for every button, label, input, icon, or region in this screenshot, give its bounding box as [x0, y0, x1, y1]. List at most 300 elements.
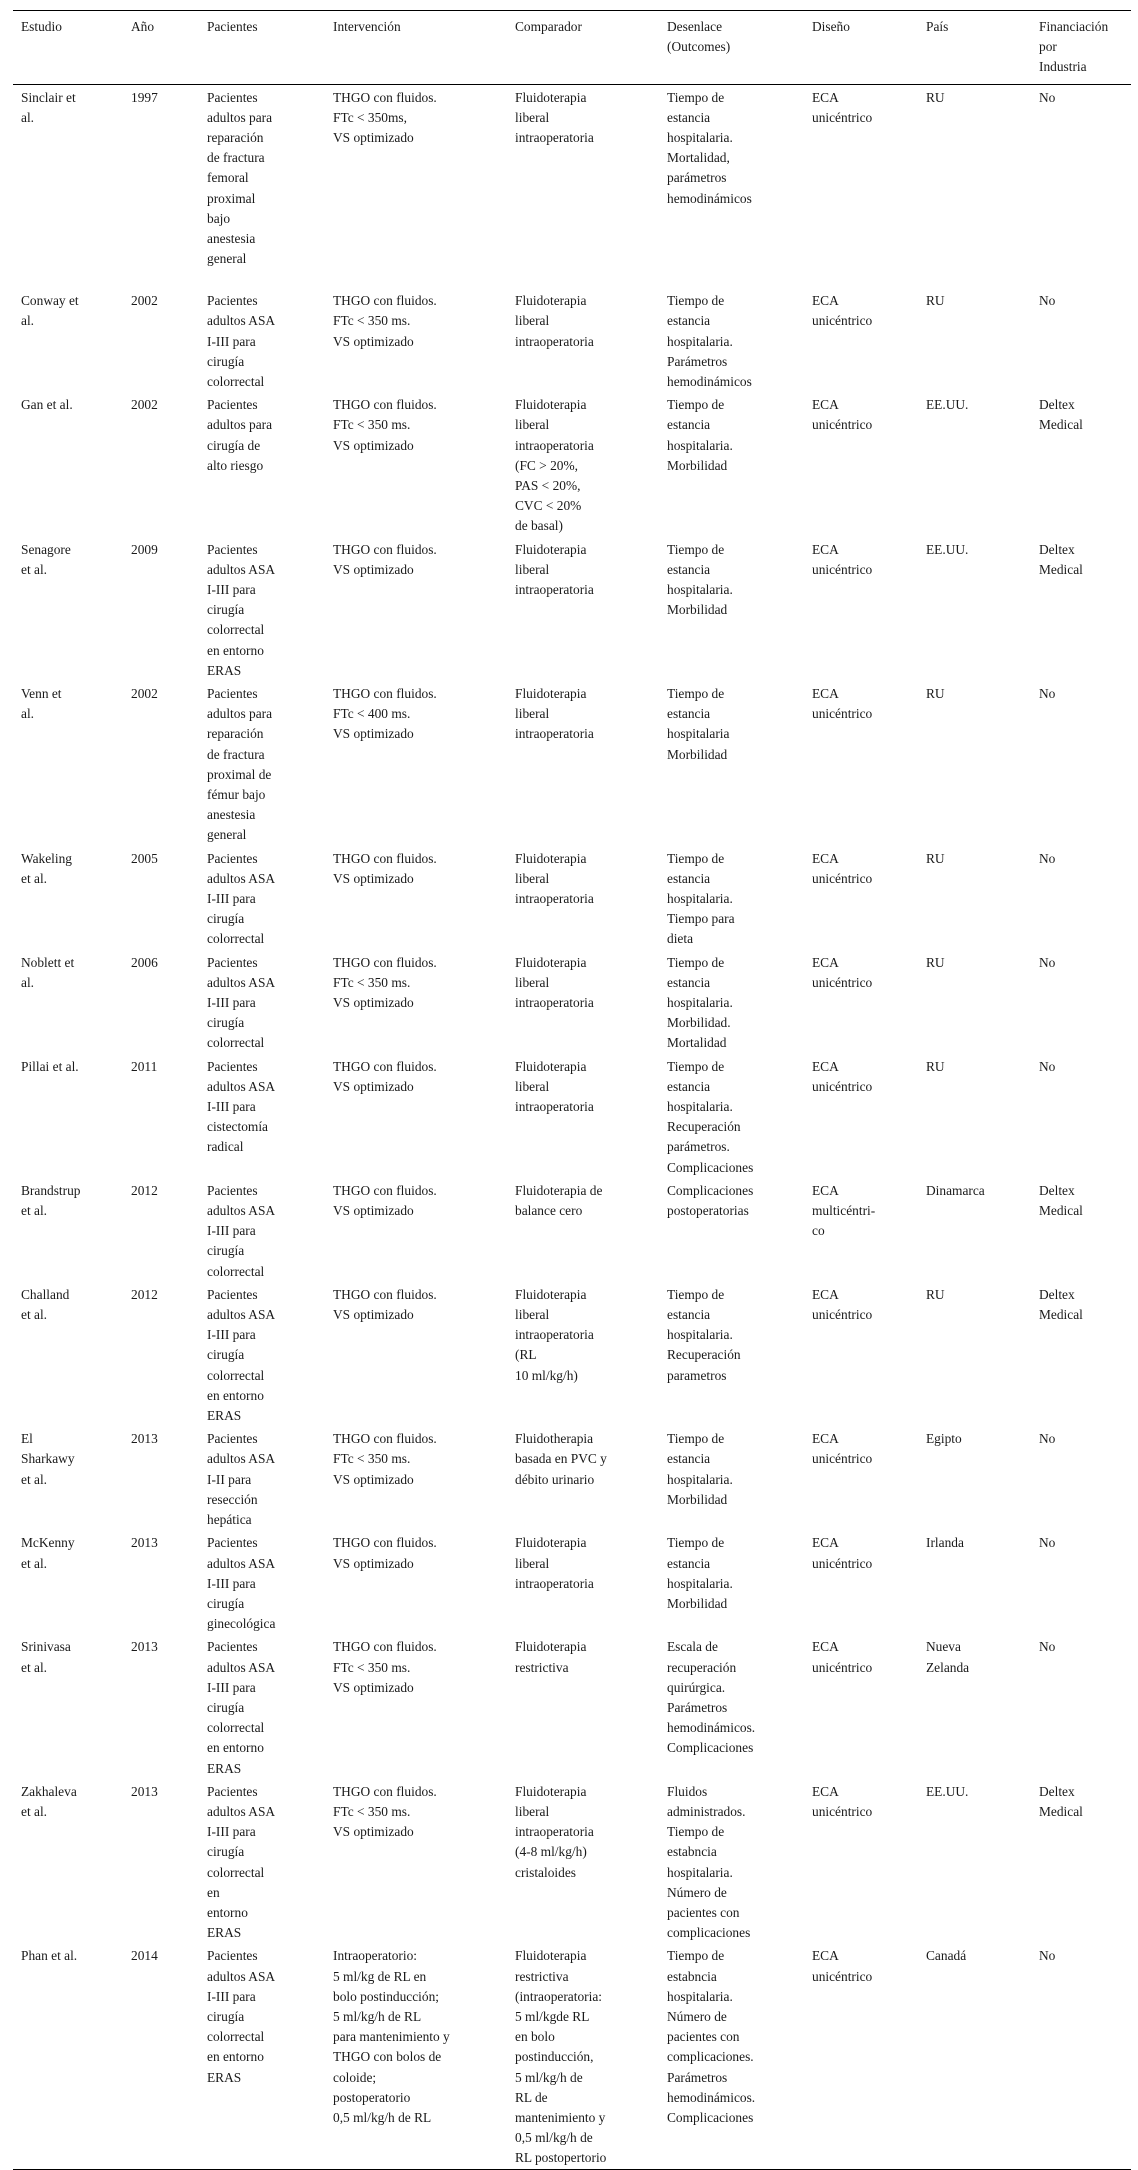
cell-ano: [123, 537, 199, 681]
cell-line: Pacientes: [207, 1535, 258, 1551]
cell-line: cirugía: [207, 353, 245, 369]
cell-line: proximal de: [207, 766, 272, 782]
cell-pacientes: [199, 1282, 325, 1426]
cell-ano: [123, 950, 199, 1054]
cell-line: I-III para: [207, 581, 256, 597]
cell-line: cirugía: [207, 602, 245, 618]
cell-line: THGO con fluidos.: [333, 1431, 437, 1447]
cell-ano: [123, 1943, 199, 2169]
table-row: [13, 1779, 1131, 1944]
cell-line: intraoperatoria: [515, 581, 594, 597]
cell-line: intraoperatoria: [515, 130, 594, 146]
cell-line: ECA: [812, 954, 839, 970]
cell-estudio: [13, 1178, 123, 1282]
cell-line: I-III para: [207, 1824, 256, 1840]
cell-line: Challand: [21, 1286, 70, 1302]
cell-line: anestesia: [207, 807, 256, 823]
cell-line: Tiempo para: [667, 911, 735, 927]
cell-line: Mortalidad,: [667, 150, 730, 166]
cell-line: THGO con fluidos.: [333, 850, 437, 866]
cell-line: 5 ml/kg/h de: [515, 2069, 583, 2085]
cell-line: Mortalidad: [667, 1035, 727, 1051]
cell-intervencion: [325, 1634, 507, 1778]
cell-line: en entorno: [207, 1740, 264, 1756]
cell-line: THGO con fluidos.: [333, 1182, 437, 1198]
cell-line: 0,5 ml/kg/h de: [515, 2130, 593, 2146]
cell-line: al.: [21, 706, 35, 722]
cell-line: Fluidoterapia: [515, 685, 587, 701]
cell-line: (intraoperatoria:: [515, 1988, 602, 2004]
table-row: [13, 1282, 1131, 1426]
cell-desenlace: [659, 288, 804, 392]
cell-line: et al.: [21, 1555, 48, 1571]
cell-line: complicaciones: [667, 1925, 751, 1941]
cell-desenlace: [659, 1426, 804, 1530]
cell-line: pacientes con: [667, 1904, 740, 1920]
cell-line: THGO con fluidos.: [333, 397, 437, 413]
cell-line: Morbilidad: [667, 1491, 728, 1507]
cell-pais: [918, 681, 1031, 846]
cell-line: 2013: [131, 1535, 158, 1551]
cell-intervencion: [325, 1178, 507, 1282]
cell-line: Tiempo de: [667, 1286, 725, 1302]
cell-line: por: [1039, 39, 1057, 55]
cell-line: hospitalaria.: [667, 333, 733, 349]
cell-diseno: [804, 1282, 918, 1426]
cell-line: (4-8 ml/kg/h): [515, 1844, 587, 1860]
cell-line: 2013: [131, 1783, 158, 1799]
cell-financiacion: [1031, 392, 1131, 536]
cell-line: I-III para: [207, 333, 256, 349]
cell-line: mantenimiento y: [515, 2109, 606, 2125]
cell-diseno: [804, 392, 918, 536]
cell-line: colorrectal: [207, 373, 265, 389]
cell-line: Deltex: [1039, 541, 1075, 557]
cell-line: general: [207, 251, 247, 267]
cell-line: Egipto: [926, 1431, 962, 1447]
cell-line: Complicaciones: [667, 1182, 754, 1198]
cell-estudio: [13, 1779, 123, 1944]
cell-intervencion: [325, 1282, 507, 1426]
cell-diseno: [804, 846, 918, 950]
cell-line: RU: [926, 850, 945, 866]
cell-pacientes: [199, 84, 325, 288]
cell-pacientes: [199, 1634, 325, 1778]
cell-line: al.: [21, 974, 35, 990]
cell-line: VS optimizado: [333, 561, 414, 577]
cell-line: de fractura: [207, 746, 265, 762]
cell-line: Senagore: [21, 541, 71, 557]
cell-line: Canadá: [926, 1948, 967, 1964]
cell-line: (RL: [515, 1347, 537, 1363]
cell-line: País: [926, 19, 949, 34]
cell-line: anestesia: [207, 231, 256, 247]
cell-line: VS optimizado: [333, 1679, 414, 1695]
cell-financiacion: [1031, 1943, 1131, 2169]
cell-line: colorrectal: [207, 1263, 265, 1279]
cell-line: No: [1039, 1948, 1056, 1964]
cell-line: Tiempo de: [667, 685, 725, 701]
cell-line: coloide;: [333, 2069, 377, 2085]
cell-line: hospitalaria.: [667, 1864, 733, 1880]
column-header-intervencion: [325, 11, 507, 85]
cell-line: Parámetros: [667, 1699, 728, 1715]
cell-line: et al.: [21, 1803, 48, 1819]
cell-line: basada en PVC y: [515, 1451, 607, 1467]
cell-line: (Outcomes): [667, 39, 731, 55]
cell-line: Tiempo de: [667, 1058, 725, 1074]
cell-desenlace: [659, 1054, 804, 1178]
cell-line: unicéntrico: [812, 974, 873, 990]
cell-intervencion: [325, 392, 507, 536]
cell-comparador: [507, 1634, 659, 1778]
cell-line: intraoperatoria: [515, 1327, 594, 1343]
cell-line: en entorno: [207, 1387, 264, 1403]
cell-line: adultos para: [207, 109, 273, 125]
cell-line: Srinivasa: [21, 1639, 71, 1655]
cell-line: co: [812, 1223, 825, 1239]
cell-line: Industria: [1039, 59, 1087, 75]
cell-line: estabncia: [667, 1844, 717, 1860]
cell-line: hospitalaria.: [667, 891, 733, 906]
cell-financiacion: [1031, 84, 1131, 288]
cell-line: et al.: [21, 1203, 48, 1219]
cell-line: adultos ASA: [207, 870, 276, 886]
cell-line: 2002: [131, 397, 158, 413]
cell-line: parámetros: [667, 170, 727, 186]
cell-ano: [123, 288, 199, 392]
cell-line: unicéntrico: [812, 1451, 873, 1467]
cell-line: unicéntrico: [812, 313, 873, 329]
cell-line: bolo postinducción;: [333, 1988, 440, 2004]
cell-line: adultos ASA: [207, 1078, 276, 1094]
cell-desenlace: [659, 1178, 804, 1282]
cell-line: Medical: [1039, 1307, 1083, 1323]
cell-diseno: [804, 84, 918, 288]
cell-line: hospitalaria.: [667, 1471, 733, 1487]
cell-line: adultos ASA: [207, 1659, 276, 1675]
cell-line: I-III para: [207, 1223, 256, 1239]
cell-line: al.: [21, 109, 35, 125]
cell-pacientes: [199, 681, 325, 846]
cell-line: ECA: [812, 397, 839, 413]
cell-line: cirugía: [207, 1347, 245, 1363]
cell-line: 2011: [131, 1058, 158, 1074]
cell-line: Pacientes: [207, 293, 258, 309]
cell-line: adultos ASA: [207, 1968, 276, 1984]
cell-desenlace: [659, 950, 804, 1054]
cell-line: estancia: [667, 870, 711, 886]
cell-line: estancia: [667, 1307, 711, 1323]
cell-line: THGO con fluidos.: [333, 954, 437, 970]
cell-desenlace: [659, 537, 804, 681]
cell-line: ERAS: [207, 2069, 242, 2085]
cell-line: cirugía: [207, 1243, 245, 1259]
cell-financiacion: [1031, 1530, 1131, 1634]
cell-line: hospitalaria.: [667, 130, 733, 146]
cell-line: I-III para: [207, 1988, 256, 2004]
cell-line: THGO con fluidos.: [333, 293, 437, 309]
cell-line: THGO con fluidos.: [333, 685, 437, 701]
cell-estudio: [13, 288, 123, 392]
cell-line: reparación: [207, 726, 264, 742]
cell-line: Pacientes: [207, 850, 258, 866]
cell-line: resección: [207, 1491, 258, 1507]
cell-desenlace: [659, 1634, 804, 1778]
cell-line: FTc < 350 ms.: [333, 1451, 411, 1467]
cell-line: 5 ml/kg de RL en: [333, 1968, 427, 1984]
cell-line: 1997: [131, 89, 158, 105]
cell-estudio: [13, 1943, 123, 2169]
cell-line: de fractura: [207, 150, 265, 166]
cell-line: cirugía: [207, 1595, 245, 1611]
cell-pais: [918, 846, 1031, 950]
cell-line: liberal: [515, 109, 550, 125]
cell-line: FTc < 350ms,: [333, 109, 407, 125]
cell-line: ECA: [812, 293, 839, 309]
cell-line: FTc < 350 ms.: [333, 974, 411, 990]
cell-line: restrictiva: [515, 1968, 569, 1984]
cell-line: liberal: [515, 313, 550, 329]
cell-line: EE.UU.: [926, 397, 969, 413]
cell-financiacion: [1031, 1054, 1131, 1178]
cell-pacientes: [199, 950, 325, 1054]
column-header-comparador: [507, 11, 659, 85]
cell-comparador: [507, 537, 659, 681]
cell-line: FTc < 350 ms.: [333, 1659, 411, 1675]
cell-line: Deltex: [1039, 1286, 1075, 1302]
cell-pais: [918, 288, 1031, 392]
table-row: [13, 537, 1131, 681]
cell-line: Tiempo de: [667, 541, 725, 557]
cell-line: Medical: [1039, 1803, 1083, 1819]
cell-line: ERAS: [207, 1408, 242, 1424]
cell-line: Zakhaleva: [21, 1783, 77, 1799]
cell-line: Conway et: [21, 293, 79, 309]
cell-line: en entorno: [207, 2049, 264, 2065]
cell-line: Sharkawy: [21, 1451, 75, 1467]
cell-line: administrados.: [667, 1803, 746, 1819]
cell-line: 2009: [131, 541, 158, 557]
cell-line: THGO con bolos de: [333, 2049, 442, 2065]
cell-diseno: [804, 537, 918, 681]
table-row: [13, 681, 1131, 846]
cell-line: Complicaciones: [667, 1740, 754, 1756]
cell-line: hospitalaria: [667, 726, 730, 742]
cell-intervencion: [325, 1426, 507, 1530]
cell-line: 2002: [131, 685, 158, 701]
cell-line: 10 ml/kg/h): [515, 1367, 578, 1383]
column-header-diseno: [804, 11, 918, 85]
cell-line: adultos ASA: [207, 1203, 276, 1219]
cell-pais: [918, 1178, 1031, 1282]
cell-comparador: [507, 1178, 659, 1282]
table-row: [13, 392, 1131, 536]
cell-ano: [123, 846, 199, 950]
cell-line: et al.: [21, 870, 48, 886]
cell-line: intraoperatoria: [515, 726, 594, 742]
cell-line: hemodinámicos: [667, 373, 752, 389]
cell-line: Deltex: [1039, 1182, 1075, 1198]
cell-line: Estudio: [21, 19, 62, 34]
cell-line: Pacientes: [207, 1182, 258, 1198]
cell-line: adultos para: [207, 417, 273, 433]
cell-line: estancia: [667, 417, 711, 433]
cell-line: restrictiva: [515, 1659, 569, 1675]
cell-comparador: [507, 392, 659, 536]
cell-pais: [918, 1054, 1031, 1178]
cell-financiacion: [1031, 681, 1131, 846]
cell-line: estancia: [667, 561, 711, 577]
cell-line: THGO con fluidos.: [333, 1639, 437, 1655]
cell-desenlace: [659, 84, 804, 288]
cell-line: femoral: [207, 170, 249, 186]
table-row: [13, 846, 1131, 950]
cell-line: ECA: [812, 541, 839, 557]
cell-line: cirugía: [207, 2008, 245, 2024]
cell-line: No: [1039, 89, 1056, 105]
cell-line: Intervención: [333, 19, 401, 34]
cell-line: Complicaciones: [667, 1159, 754, 1175]
cell-line: Pacientes: [207, 1431, 258, 1447]
cell-line: VS optimizado: [333, 1824, 414, 1840]
cell-comparador: [507, 1530, 659, 1634]
cell-line: Complicaciones: [667, 2109, 754, 2125]
cell-line: Nueva: [926, 1639, 961, 1655]
cell-line: adultos para: [207, 706, 273, 722]
cell-line: liberal: [515, 561, 550, 577]
cell-line: cistectomía: [207, 1119, 268, 1135]
cell-pais: [918, 537, 1031, 681]
cell-line: Phan et al.: [21, 1948, 78, 1964]
cell-line: Deltex: [1039, 397, 1075, 413]
cell-line: I-III para: [207, 1679, 256, 1695]
cell-line: reparación: [207, 130, 264, 146]
cell-line: liberal: [515, 1078, 550, 1094]
cell-pais: [918, 1282, 1031, 1426]
cell-line: hospitalaria.: [667, 1575, 733, 1591]
cell-desenlace: [659, 1530, 804, 1634]
cell-line: Sinclair et: [21, 89, 76, 105]
cell-estudio: [13, 537, 123, 681]
cell-line: I-III para: [207, 1099, 256, 1115]
cell-line: cirugía: [207, 1844, 245, 1860]
cell-ano: [123, 392, 199, 536]
cell-line: unicéntrico: [812, 1968, 873, 1984]
cell-line: adultos ASA: [207, 1451, 276, 1467]
cell-line: VS optimizado: [333, 333, 414, 349]
cell-line: Fluidoterapia de: [515, 1182, 603, 1198]
cell-line: Pacientes: [207, 19, 258, 34]
cell-comparador: [507, 1779, 659, 1944]
cell-ano: [123, 1282, 199, 1426]
cell-line: Parámetros: [667, 2069, 728, 2085]
cell-line: 2013: [131, 1431, 158, 1447]
cell-line: intraoperatoria: [515, 1575, 594, 1591]
cell-line: 2006: [131, 954, 158, 970]
cell-line: estancia: [667, 706, 711, 722]
cell-line: VS optimizado: [333, 1078, 414, 1094]
cell-line: en bolo: [515, 2029, 555, 2045]
column-header-pacientes: [199, 11, 325, 85]
cell-line: Fluidoterapia: [515, 1058, 587, 1074]
cell-line: postinducción,: [515, 2049, 594, 2065]
cell-pacientes: [199, 392, 325, 536]
cell-line: unicéntrico: [812, 561, 873, 577]
cell-line: liberal: [515, 706, 550, 722]
cell-line: Recuperación: [667, 1347, 741, 1363]
cell-line: hospitalaria.: [667, 995, 733, 1011]
cell-line: Fluidoterapia: [515, 89, 587, 105]
cell-line: Zelanda: [926, 1659, 970, 1675]
cell-line: Morbilidad: [667, 746, 728, 762]
cell-line: ECA: [812, 1431, 839, 1447]
cell-line: Escala de: [667, 1639, 718, 1655]
cell-line: proximal: [207, 190, 256, 206]
cell-diseno: [804, 1178, 918, 1282]
cell-line: et al.: [21, 1471, 48, 1487]
cell-line: RU: [926, 293, 945, 309]
cell-line: Pacientes: [207, 954, 258, 970]
cell-line: estancia: [667, 109, 711, 125]
cell-line: quirúrgica.: [667, 1679, 726, 1695]
cell-line: estancia: [667, 1078, 711, 1094]
column-header-pais: [918, 11, 1031, 85]
cell-estudio: [13, 681, 123, 846]
cell-line: bajo: [207, 210, 231, 226]
cell-line: No: [1039, 1058, 1056, 1074]
cell-comparador: [507, 1943, 659, 2169]
cell-line: Fluidoterapia: [515, 1783, 587, 1799]
cell-line: ECA: [812, 1783, 839, 1799]
cell-ano: [123, 1178, 199, 1282]
cell-line: Pacientes: [207, 541, 258, 557]
cell-pacientes: [199, 1054, 325, 1178]
cell-estudio: [13, 1634, 123, 1778]
table-body: [13, 84, 1131, 2169]
cell-line: Tiempo de: [667, 850, 725, 866]
cell-line: Fluidoterapia: [515, 1535, 587, 1551]
cell-line: cirugía: [207, 911, 245, 927]
cell-desenlace: [659, 681, 804, 846]
cell-ano: [123, 681, 199, 846]
cell-intervencion: [325, 846, 507, 950]
cell-line: No: [1039, 1431, 1056, 1447]
cell-ano: [123, 1634, 199, 1778]
cell-line: hemodinámicos.: [667, 1720, 756, 1736]
cell-line: RU: [926, 685, 945, 701]
cell-line: ECA: [812, 1639, 839, 1655]
cell-line: Fluidoterapia: [515, 1639, 587, 1655]
cell-desenlace: [659, 1282, 804, 1426]
cell-line: colorrectal: [207, 2029, 265, 2045]
cell-line: No: [1039, 1639, 1056, 1655]
cell-line: Fluidoterapia: [515, 293, 587, 309]
cell-line: Año: [131, 19, 155, 34]
cell-diseno: [804, 681, 918, 846]
cell-desenlace: [659, 846, 804, 950]
cell-pais: [918, 1779, 1031, 1944]
cell-intervencion: [325, 681, 507, 846]
cell-ano: [123, 84, 199, 288]
cell-line: cirugía de: [207, 437, 261, 453]
cell-line: postoperatorio: [333, 2089, 411, 2105]
cell-pais: [918, 1943, 1031, 2169]
cell-line: FTc < 350 ms.: [333, 1803, 411, 1819]
cell-line: liberal: [515, 1803, 550, 1819]
cell-financiacion: [1031, 1426, 1131, 1530]
cell-diseno: [804, 1054, 918, 1178]
